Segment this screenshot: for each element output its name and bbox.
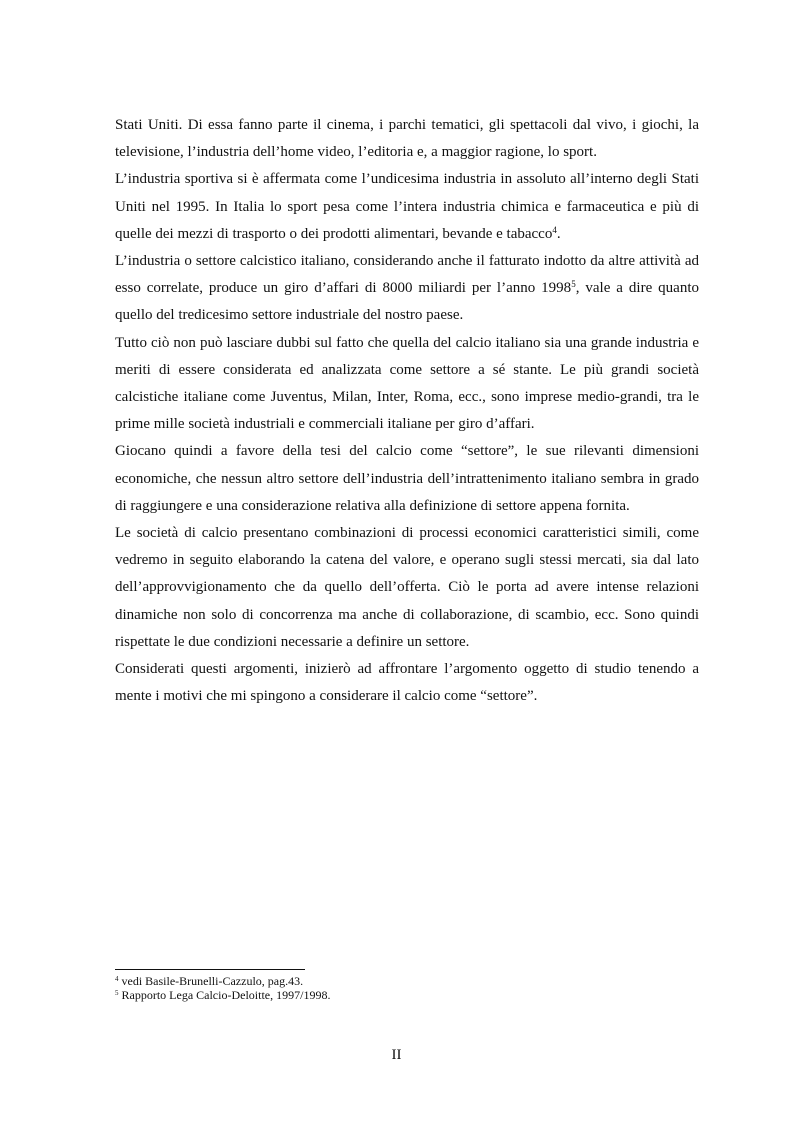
text-run: Tutto ciò non può lasciare dubbi sul fatto che quella del calcio italiano sia una grande industria e meriti di essere considerata ed analizzata come settore a sé stante. Le più grandi società calcistiche italiane come Juventus, Milan, Inter, Roma, ecc., sono imprese medio-grandi, tra le prime mille società industriali e commerciali italiane per giro d’affari. [115,334,699,433]
paragraph [115,656,699,710]
text-run: Considerati questi argomenti, inizierò ad affrontare l’argomento oggetto di studio tenendo a mente i motivi che mi spingono a considerare il calcio come “settore”. [115,661,699,705]
footnote [115,988,699,1002]
text-run: Le società di calcio presentano combinazioni di processi economici caratteristici simili, come vedremo in seguito elaborando la catena del valore, e operano sugli stessi mercati, sia dal lato dell’approvvigionamento che da quello dell’offerta. Ciò le porta ad avere intense relazioni dinamiche non solo di concorrenza ma anche di collaborazione, di scambio, ecc. Sono quindi rispettate le due condizioni necessarie a definire un settore. [115,525,699,650]
footnote-divider [115,969,305,970]
paragraph [115,166,699,248]
footnote-text: Rapporto Lega Calcio-Deloitte, 1997/1998. [118,988,331,1002]
paragraph [115,248,699,330]
body-text [115,112,699,710]
text-run: L’industria o settore calcistico italiano, considerando anche il fatturato indotto da altre attività ad esso correlate, produce un giro d’affari di 8000 miliardi per l’anno 1998 [115,253,699,297]
footnotes [115,974,699,1002]
footnote-ref[interactable]: 5 [571,279,576,290]
footnote-text: vedi Basile-Brunelli-Cazzulo, pag.43. [118,974,304,988]
footnote [115,974,699,988]
paragraph [115,520,699,656]
text-run: , vale a dire quanto quello del tredicesimo settore industriale del nostro paese. [115,280,699,324]
paragraph [115,112,699,166]
paragraph [115,330,699,439]
paragraph [115,438,699,520]
footnote-number: 5 [115,989,119,997]
footnote-number: 4 [115,975,119,983]
footnote-ref[interactable]: 4 [552,224,557,235]
text-run: L’industria sportiva si è affermata come l’undicesima industria in assoluto all’interno degli Stati Uniti nel 1995. In Italia lo sport pesa come l’intera industria chimica e farmaceutica e più di quelle dei mezzi di trasporto o dei prodotti alimentari, bevande e tabacco [115,171,699,242]
text-run: Giocano quindi a favore della tesi del calcio come “settore”, le sue rilevanti dimensioni economiche, che nessun altro settore dell’industria dell’intrattenimento italiano sembra in grado di raggiungere e una considerazione relativa alla definizione di settore appena fornita. [115,443,699,514]
text-run: Stati Uniti. Di essa fanno parte il cinema, i parchi tematici, gli spettacoli dal vivo, i giochi, la televisione, l’industria dell’home video, l’editoria e, a maggior ragione, lo sport. [115,117,699,161]
text-run: . [556,225,561,242]
page-number: II [391,1047,402,1063]
